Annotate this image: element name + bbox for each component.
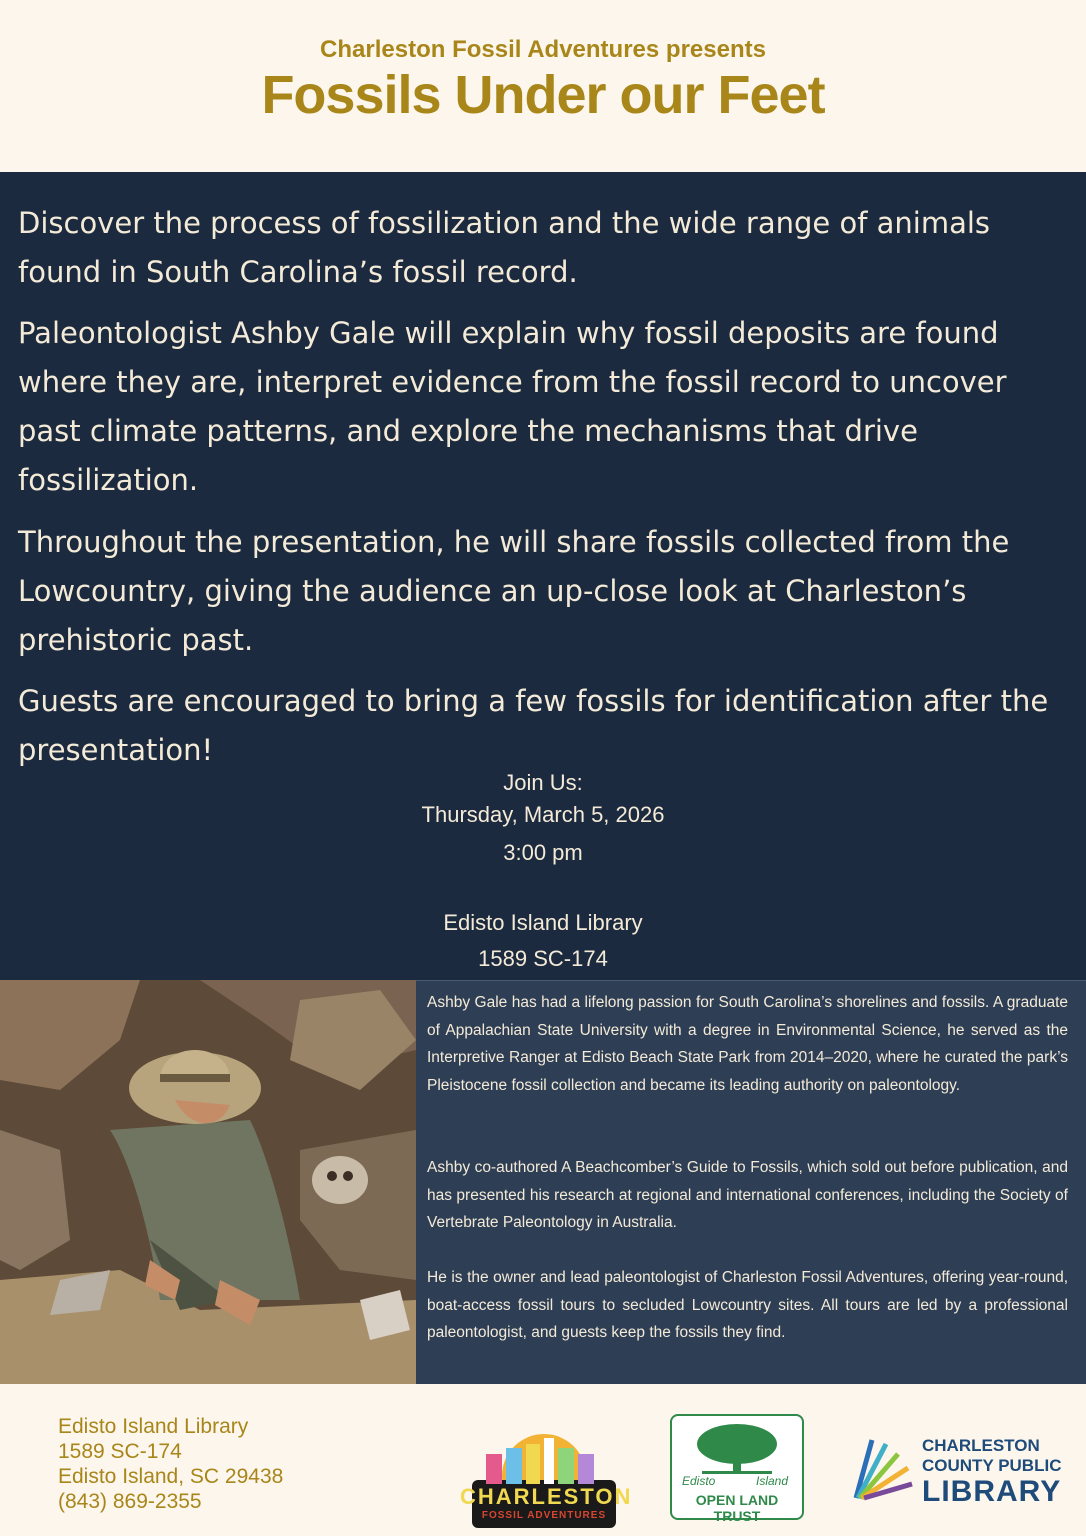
ccpl-line3: LIBRARY [922,1475,1062,1508]
footer-phone: (843) 869-2355 [58,1490,202,1513]
header [0,0,1086,172]
edisto-island-open-land-trust-logo [670,1414,804,1524]
bio-panel [416,980,1086,1384]
charleston-county-public-library-logo [846,1432,1066,1508]
footer-venue: Edisto Island Library [58,1415,249,1438]
olt-name: OPEN LAND TRUST [695,1492,779,1524]
paleontologist-illustration [0,980,416,1384]
ccpl-line2: COUNTY PUBLIC [922,1456,1062,1475]
footer-city: Edisto Island, SC 29438 [58,1465,284,1488]
oak-tree-icon [672,1416,802,1476]
description-paragraph: Discover the process of fossilization and the wide range of animals found in South Carolina’s fossil record. [18,206,991,289]
ccpl-line1: CHARLESTON [922,1436,1040,1455]
description-paragraph: Paleontologist Ashby Gale will explain why fossil deposits are found where they are, interpret evidence from the fossil record to uncover past climate patterns, and explore the mechanisms that drive fossilization. [18,316,1007,497]
presenter-line: Charleston Fossil Adventures presents [320,36,766,63]
olt-word-edisto: Edisto [682,1474,716,1488]
footer-street: 1589 SC-174 [58,1440,182,1463]
bio-paragraph: Ashby Gale has had a lifelong passion for South Carolina’s shorelines and fossils. A graduate of Appalachian State University with a degree in Environmental Science, he served as the Interpretive Ranger at Edisto Beach State Park from 2014–2020, where he curated the park’s Pleistocene fossil collection and became its leading authority on paleontology. [427,994,1068,1094]
event-time: 3:00 pm [503,840,583,865]
bio-paragraph: He is the owner and lead paleontologist of Charleston Fossil Adventures, offering year-round, boat-access fossil tours to secluded Lowcountry sites. All tours are led by a professional paleontologist, and guests keep the fossils they find. [427,1269,1068,1341]
event-venue: Edisto Island Library [443,910,643,935]
event-title: Fossils Under our Feet [261,65,825,125]
description-paragraph: Throughout the presentation, he will share fossils collected from the Lowcountry, giving the audience an up-close look at Charleston’s prehistoric past. [18,525,1010,657]
library-fan-icon [846,1432,916,1502]
bio-paragraph: Ashby co-authored A Beachcomber’s Guide to Fossils, which sold out before publication, and has presented his research at regional and international conferences, including the Society of Vertebrate Paleontology in Australia. [427,1159,1068,1231]
description-paragraph: Guests are encouraged to bring a few fossils for identification after the presentation! [18,684,1049,767]
ccpl-wordmark [922,1436,1061,1508]
charleston-fossil-adventures-logo [456,1424,632,1528]
event-date: Thursday, March 5, 2026 [421,802,665,827]
footer-address [58,1414,283,1514]
event-address: 1589 SC-174 [478,946,608,971]
cfa-logo-subtitle: FOSSIL ADVENTURES [481,1510,607,1521]
cfa-logo-title: CHARLESTON [460,1484,633,1509]
join-us-label: Join Us: [503,770,583,795]
description-panel [0,172,1086,980]
footer [0,1384,1086,1536]
olt-word-island: Island [756,1474,789,1488]
